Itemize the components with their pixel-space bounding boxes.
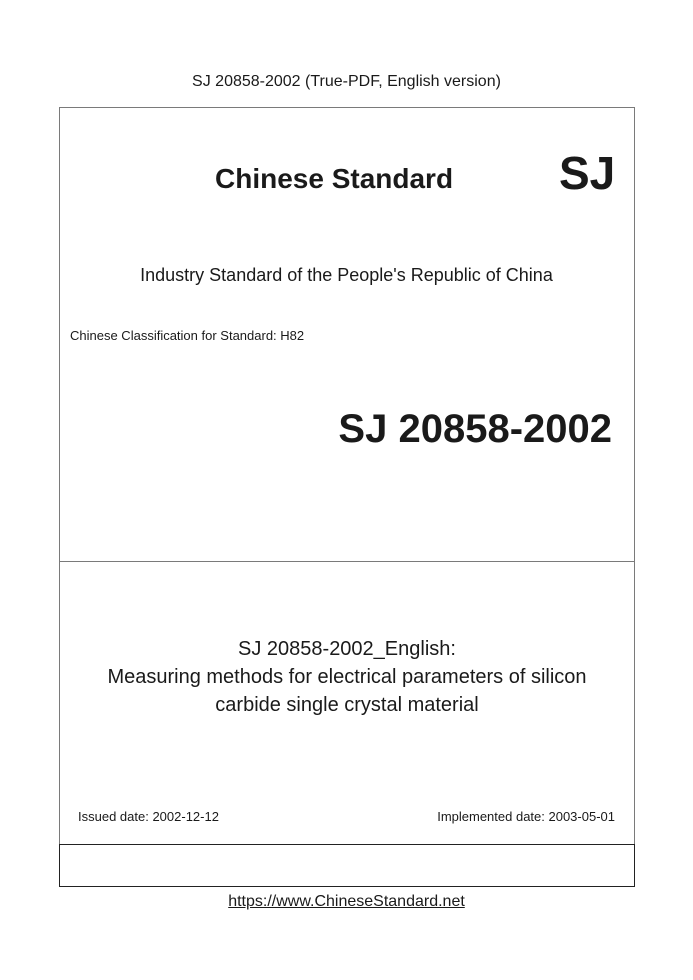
document-title-line-1: SJ 20858-2002_English: [238,638,456,660]
document-title [59,635,635,719]
standard-type-title: Chinese Standard [215,163,454,194]
implemented-date: Implemented date: 2003-05-01 [437,809,615,824]
industry-standard-line: Industry Standard of the People's Republic of China [140,265,553,285]
website-link[interactable]: https://www.ChineseStandard.net [228,893,465,910]
cover-bottom-box [59,844,635,887]
document-title-line-3: carbide single crystal material [215,694,479,716]
header-title: SJ 20858-2002 (True-PDF, English version) [192,73,501,90]
issued-date: Issued date: 2002-12-12 [78,809,219,824]
footer [0,892,693,912]
document-title-line-2: Measuring methods for electrical parameters of silicon [107,666,587,688]
standard-code-letters: SJ [559,147,616,199]
classification-label: Chinese Classification for Standard: H82 [70,328,305,343]
standard-number: SJ 20858-2002 [338,407,612,451]
